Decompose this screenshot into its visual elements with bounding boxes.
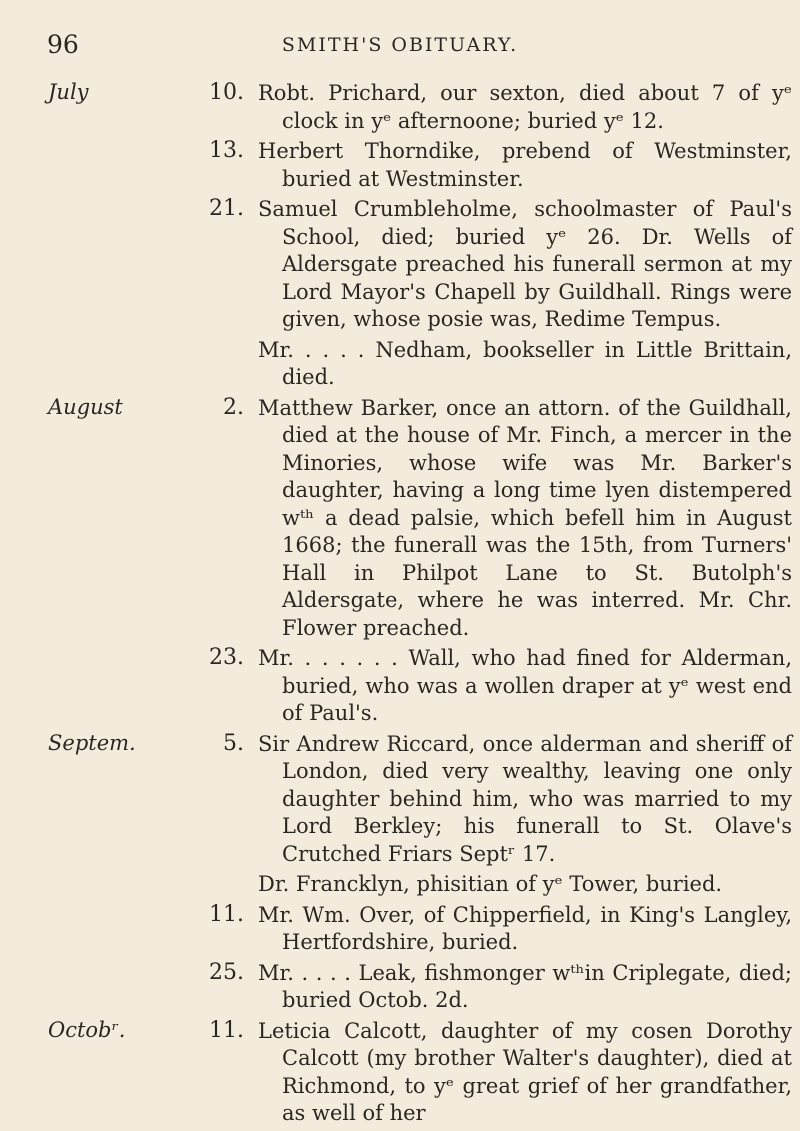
- entry-text: Robt. Prichard, our sexton, died about 7 of yᵉ clock in yᵉ afternoone; buried yᵉ 12.: [258, 81, 792, 133]
- obituary-entry: [0, 645, 800, 728]
- entry-day: 11.: [209, 901, 244, 927]
- entry-text: Samuel Crumbleholme, schoolmaster of Paul's School, died; buried yᵉ 26. Dr. Wells of Aldersgate preached his funerall sermon at my Lord Mayor's Chapell by Guildhall. Rings were given, whose posie was, Redime Tempus.: [258, 197, 792, 331]
- obituary-entry: [0, 731, 800, 869]
- obituary-entry: [0, 902, 800, 957]
- running-title: SMITH'S OBITUARY.: [281, 34, 519, 56]
- obituary-entry: [0, 1018, 800, 1128]
- obituary-entry: [0, 395, 800, 643]
- entry-day: 10.: [209, 80, 244, 105]
- entry-text: Mr. . . . . Leak, fishmonger wᵗʰin Criplegate, died; buried Octob. 2d.: [258, 960, 792, 1012]
- entry-month: August: [48, 394, 123, 419]
- entry-day: 5.: [223, 730, 244, 756]
- entry-text: Sir Andrew Riccard, once alderman and sheriff of London, died very wealthy, leaving one only daughter behind him, who was married to my Lord Berkley; his funerall to St. Olave's Crutched Friars Septʳ 17.: [258, 731, 792, 866]
- entry-day: 23.: [209, 645, 244, 670]
- obituary-entries: [0, 80, 800, 1131]
- entry-text: Dr. Francklyn, phisitian of yᵉ Tower, buried.: [258, 872, 723, 896]
- obituary-entry: [0, 871, 800, 899]
- entry-text: Mr. Wm. Over, of Chipperfield, in King's Langley, Hertfordshire, buried.: [258, 902, 792, 954]
- entry-text: Herbert Thorndike, prebend of Westminster, buried at Westminster.: [258, 139, 792, 191]
- obituary-entry: [0, 337, 800, 392]
- entry-day: 2.: [223, 394, 244, 420]
- obituary-entry: [0, 138, 800, 193]
- entry-day: 13.: [209, 138, 244, 163]
- entry-text: Matthew Barker, once an attorn. of the Guildhall, died at the house of Mr. Finch, a mercer in the Minories, whose wife was Mr. Barker's daughter, having a long time lyen distempered wᵗʰ a dead palsie, which befell him in August 1668; the funerall was the 15th, from Turners' Hall in Philpot Lane to St. Butolph's Aldersgate, where he was interred. Mr. Chr. Flower preached.: [258, 395, 792, 640]
- entry-text: Mr. . . . . Nedham, bookseller in Little Brittain, died.: [258, 337, 792, 389]
- obituary-entry: [0, 960, 800, 1015]
- entry-day: 11.: [209, 1017, 244, 1043]
- entry-month: Octobʳ.: [48, 1017, 126, 1042]
- page-header: [0, 30, 800, 60]
- entry-text: Mr. . . . . . . Wall, who had fined for Alderman, buried, who was a wollen draper at yᵉ west end of Paul's.: [258, 646, 792, 725]
- entry-month: Septem.: [48, 730, 136, 755]
- entry-text: Leticia Calcott, daughter of my cosen Dorothy Calcott (my brother Walter's daughter), died at Richmond, to yᵉ great grief of her grandfather, as well of her: [258, 1018, 792, 1125]
- obituary-entry: [0, 196, 800, 334]
- entry-day: 21.: [209, 196, 244, 221]
- obituary-entry: [0, 80, 800, 135]
- entry-month: July: [48, 80, 89, 104]
- page-number: 96: [47, 30, 79, 59]
- entry-day: 25.: [209, 959, 244, 985]
